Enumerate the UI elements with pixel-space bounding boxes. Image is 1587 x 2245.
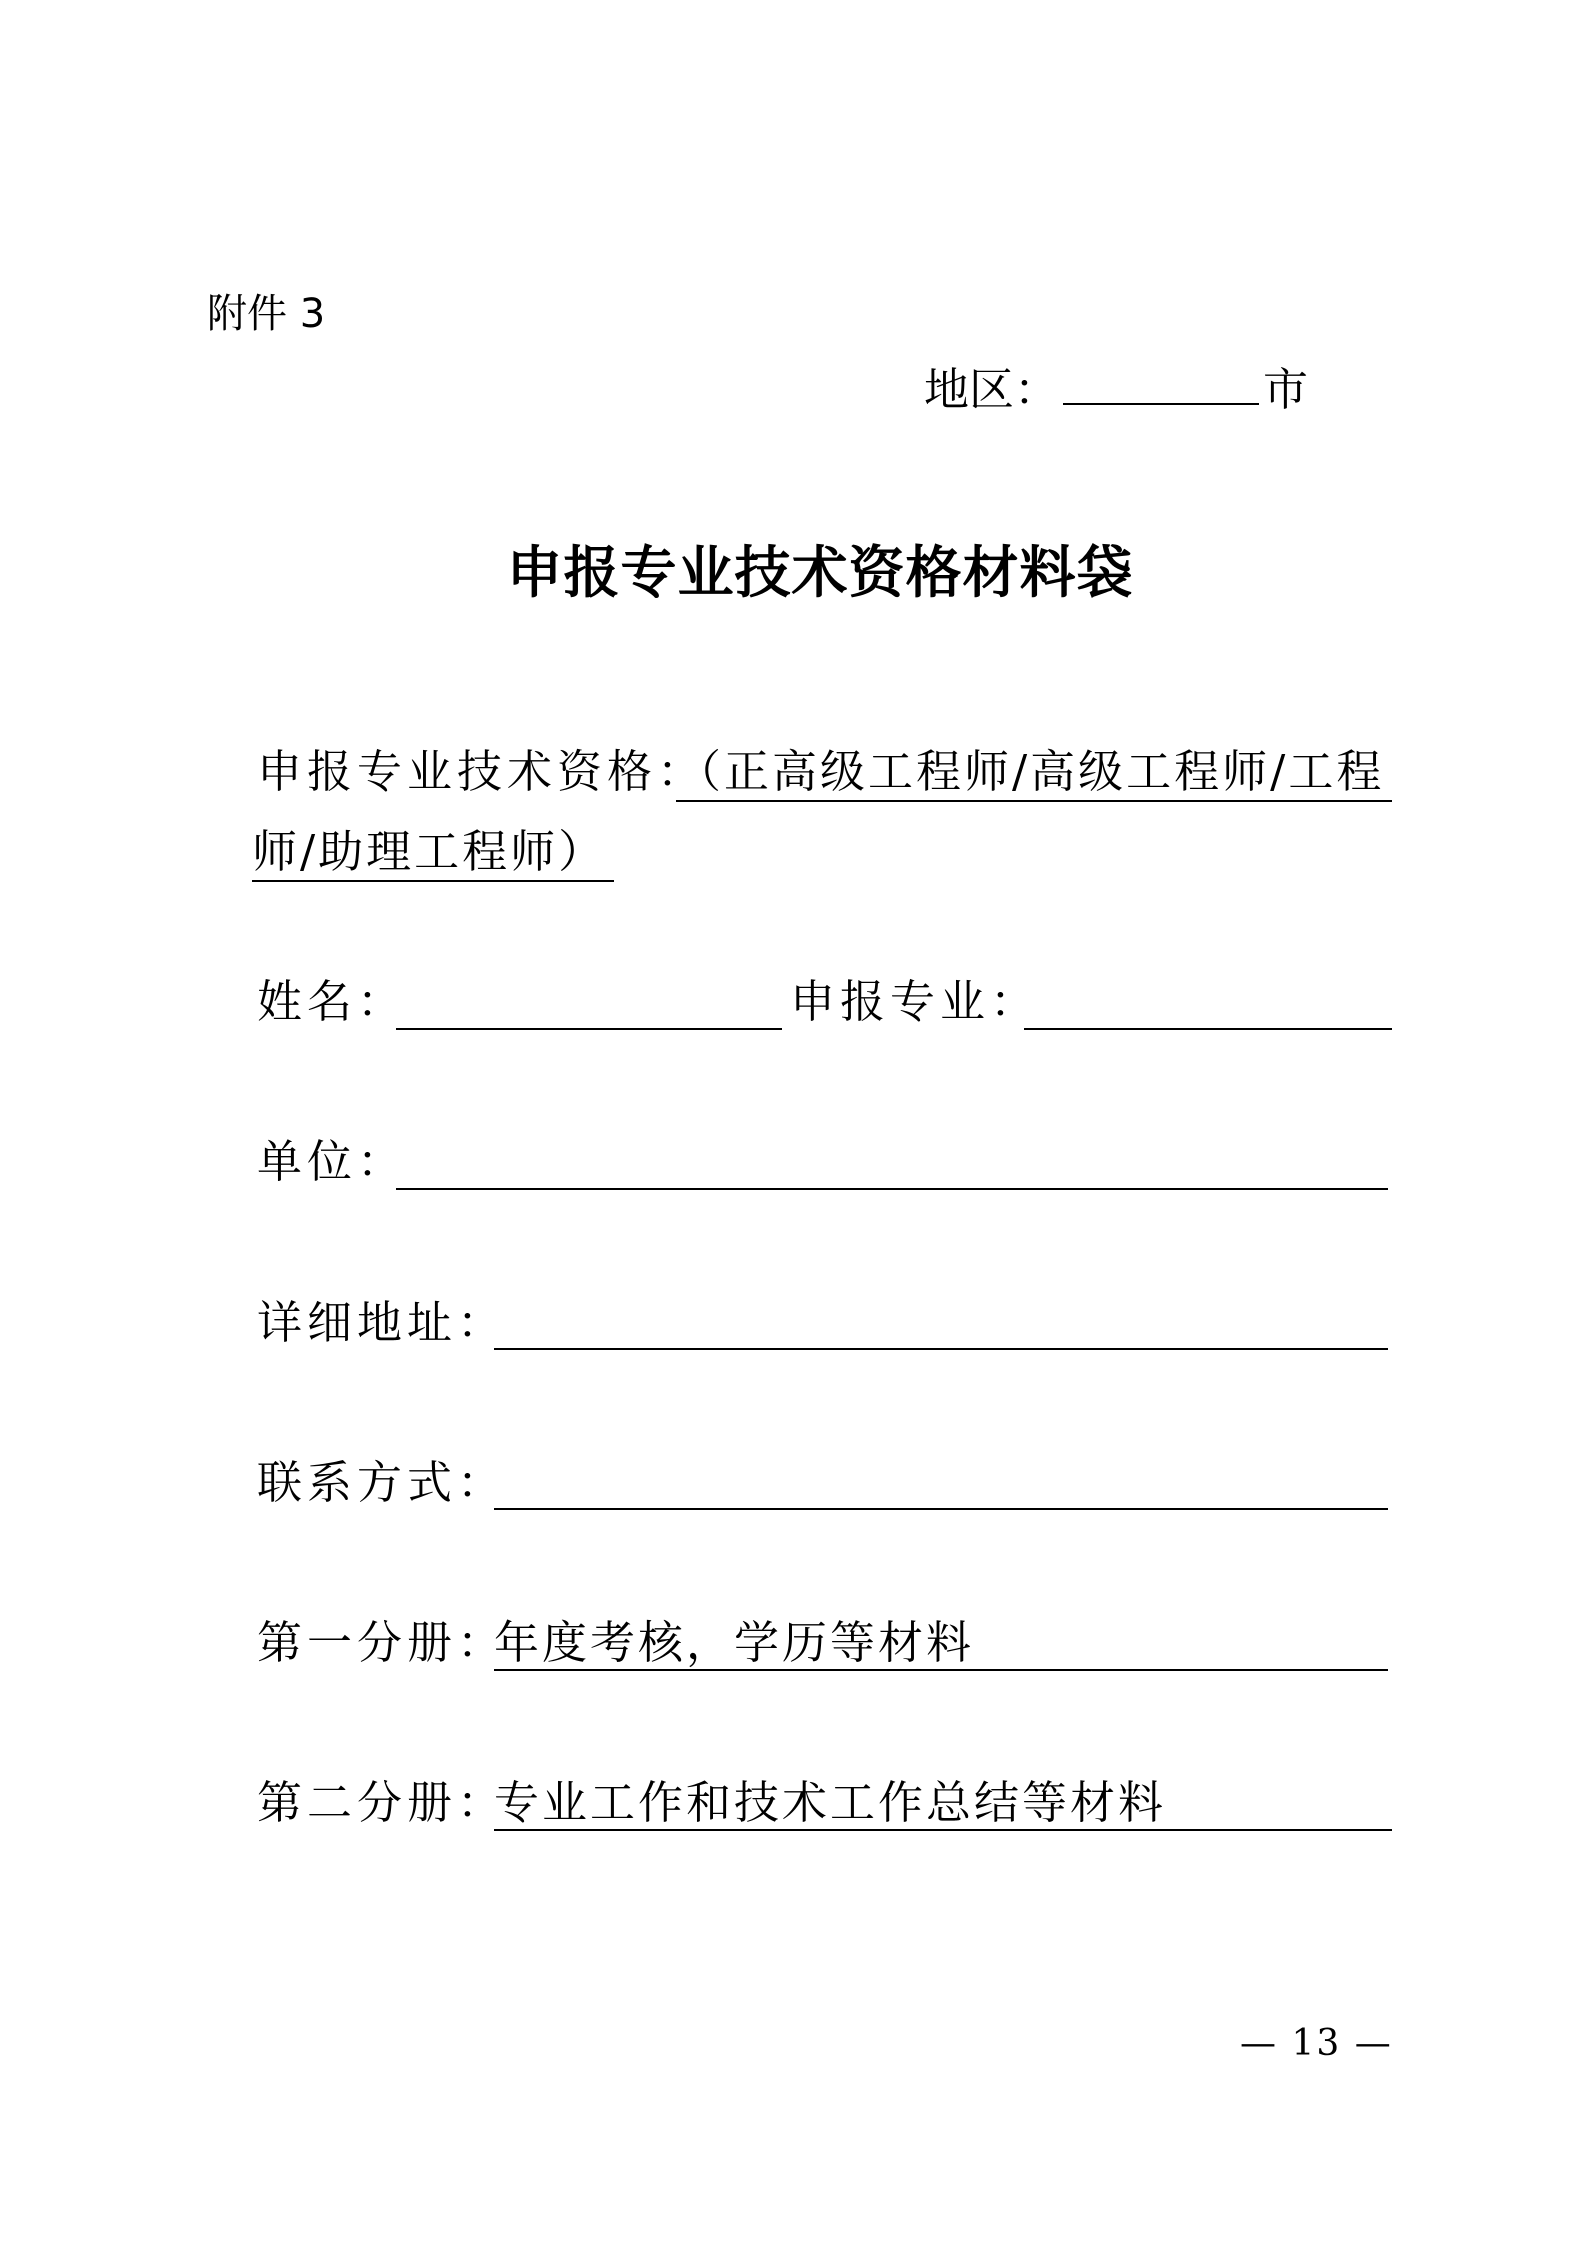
volume1-label: 第一分册： bbox=[257, 1616, 508, 1669]
name-label: 姓名： bbox=[257, 975, 408, 1028]
unit-label: 单位： bbox=[257, 1135, 408, 1188]
specialty-input-line[interactable] bbox=[1024, 1028, 1392, 1030]
address-input-line[interactable] bbox=[494, 1348, 1388, 1350]
qualification-underline-2 bbox=[252, 880, 614, 882]
volume1-underline bbox=[494, 1669, 1388, 1671]
qualification-value-line2: 师/助理工程师） bbox=[252, 825, 607, 878]
volume2-value: 专业工作和技术工作总结等材料 bbox=[494, 1776, 1167, 1829]
page-title: 申报专业技术资格材料袋 bbox=[506, 541, 1134, 606]
region-input-line[interactable] bbox=[1063, 363, 1259, 405]
specialty-label: 申报专业： bbox=[790, 975, 1041, 1028]
qualification-underline-1 bbox=[676, 800, 1392, 802]
volume2-underline bbox=[494, 1829, 1392, 1831]
attachment-label: 附件 3 bbox=[207, 291, 326, 337]
unit-input-line[interactable] bbox=[396, 1188, 1388, 1190]
region-label: 地区： bbox=[924, 363, 1060, 416]
address-label: 详细地址： bbox=[257, 1296, 508, 1349]
volume1-value: 年度考核，学历等材料 bbox=[494, 1616, 975, 1669]
contact-input-line[interactable] bbox=[494, 1508, 1388, 1510]
qualification-value-line1: （正高级工程师/高级工程师/工程 bbox=[676, 745, 1385, 798]
region-field bbox=[924, 360, 1308, 420]
volume2-label: 第二分册： bbox=[257, 1776, 508, 1829]
name-input-line[interactable] bbox=[396, 1028, 782, 1030]
qualification-label: 申报专业技术资格： bbox=[257, 745, 708, 798]
region-suffix: 市 bbox=[1263, 363, 1309, 416]
contact-label: 联系方式： bbox=[257, 1456, 508, 1509]
page-number: — 13 — bbox=[1240, 2023, 1393, 2064]
